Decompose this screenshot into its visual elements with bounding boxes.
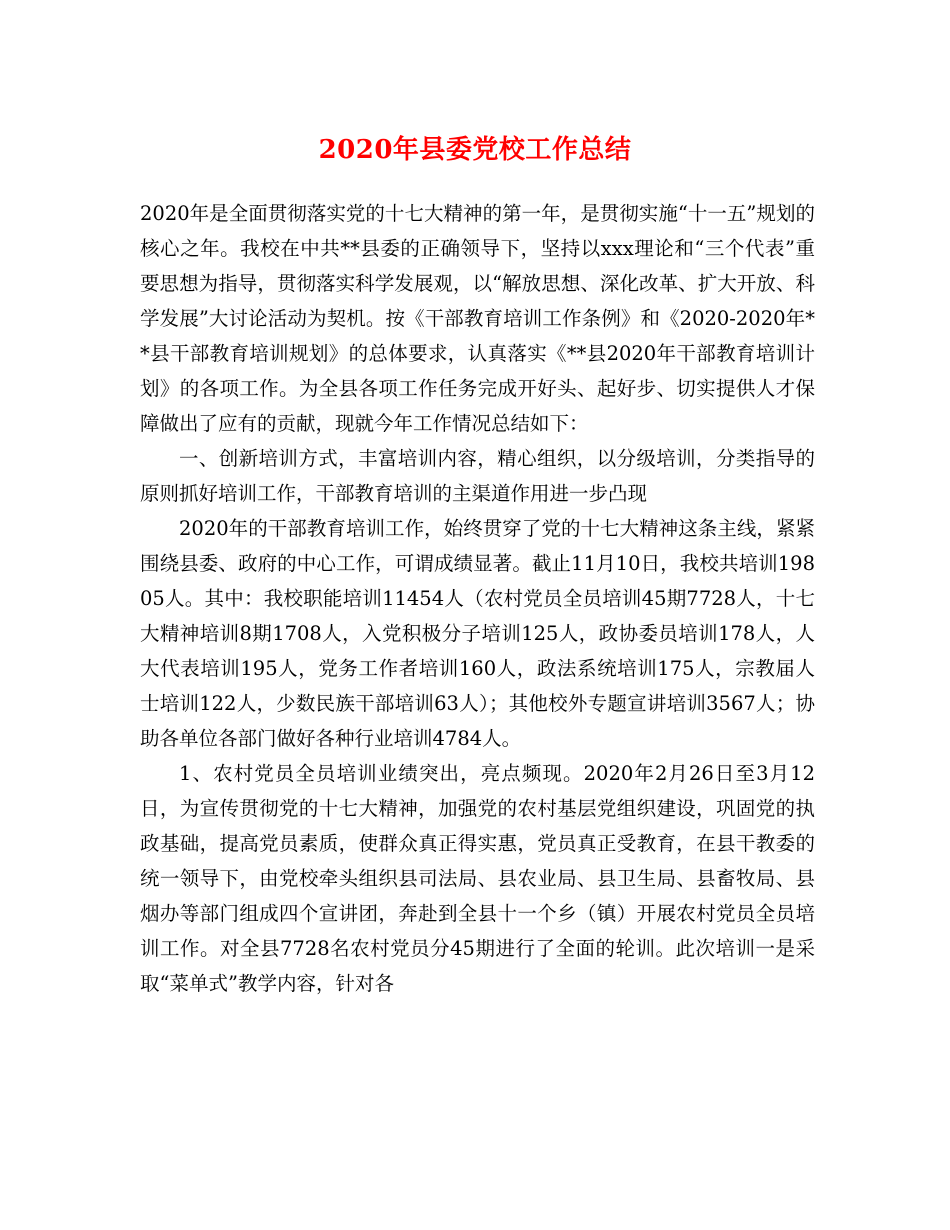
document-title: 2020年县委党校工作总结 <box>318 135 632 165</box>
paragraph-rural-training: 1、农村党员全员培训业绩突出，亮点频现。2020年2月26日至3月12日，为宣传贯彻党的十七大精神，加强党的农村基层党组织建设，巩固党的执政基础，提高党员素质，使群众真正得实惠，党员真正受教育，在县干教委的统一领导下，由党校牵头组织县司法局、县农业局、县卫生局、县畜牧局、县烟办等部门组成四个宣讲团，奔赴到全县十一个乡（镇）开展农村党员全员培训工作。对全县7728名农村党员分45期进行了全面的轮训。此次培训一是采取“菜单式”教学内容，针对各 <box>140 762 815 995</box>
paragraph-intro: 2020年是全面贯彻落实党的十七大精神的第一年，是贯彻实施“十一五”规划的核心之年。我校在中共**县委的正确领导下，坚持以xxx理论和“三个代表”重要思想为指导，贯彻落实科学发展观，以“解放思想、深化改革、扩大开放、科学发展”大讨论活动为契机。按《干部教育培训工作条例》和《2020-2020年**县干部教育培训规划》的总体要求，认真落实《**县2020年干部教育培训计划》的各项工作。为全县各项工作任务完成开好头、起好步、切实提供人才保障做出了应有的贡献，现就今年工作情况总结如下： <box>140 202 815 435</box>
paragraph-section-heading: 一、创新培训方式，丰富培训内容，精心组织，以分级培训，分类指导的原则抓好培训工作，干部教育培训的主渠道作用进一步凸现 <box>140 447 815 505</box>
paragraph-training-summary: 2020年的干部教育培训工作，始终贯穿了党的十七大精神这条主线，紧紧围绕县委、政府的中心工作，可谓成绩显著。截止11月10日，我校共培训19805人。其中：我校职能培训11454人（农村党员全员培训45期7728人，十七大精神培训8期1708人，入党积极分子培训125人，政协委员培训178人，人大代表培训195人，党务工作者培训160人，政法系统培训175人，宗教届人士培训122人，少数民族干部培训63人）；其他校外专题宣讲培训3567人；协助各单位各部门做好各种行业培训4784人。 <box>140 517 815 750</box>
document-body <box>140 196 815 1001</box>
